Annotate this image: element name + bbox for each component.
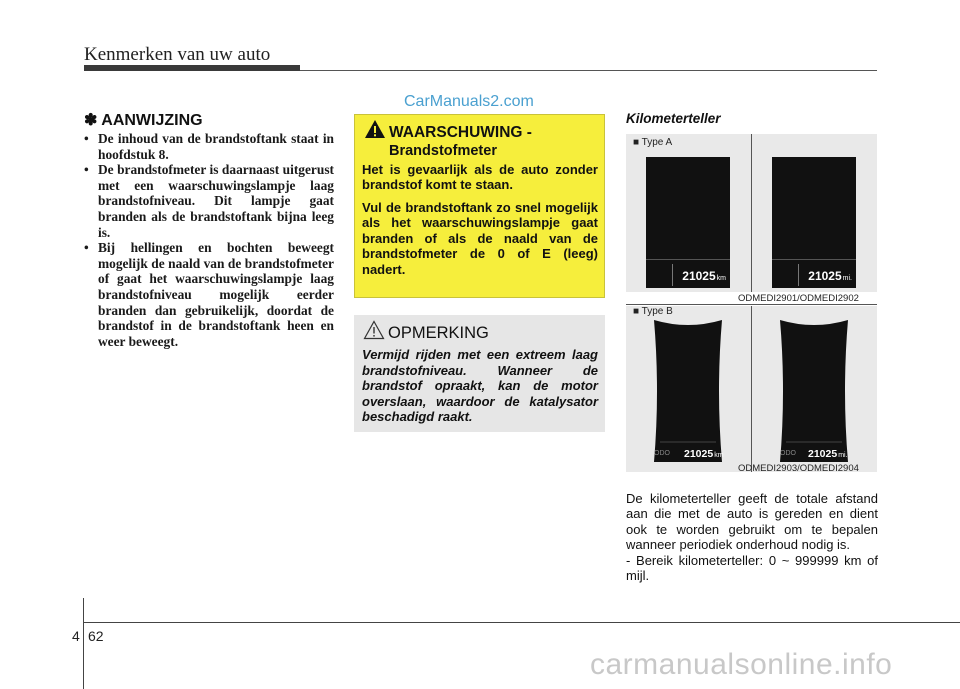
odometer-unit: km: [714, 452, 724, 459]
odometer-unit: km: [716, 275, 726, 282]
warning-title: WAARSCHUWING -: [389, 124, 532, 141]
warning-paragraph: Het is gevaarlijk als de auto zonder brandstof komt te staan.: [362, 162, 598, 193]
type-b-label: ■ Type B: [633, 306, 673, 317]
odometer-display-b-km: [646, 316, 730, 466]
header-bar: [84, 65, 300, 71]
caution-triangle-icon: [363, 320, 385, 340]
header-rule: [300, 70, 877, 71]
caution-text: Vermijd rijden met een extreem laag brandstofniveau. Wanneer de brandstof opraakt, kan de motor overslaan, waardoor de katalysator beschadigd raakt.: [362, 347, 598, 425]
warning-subtitle: Brandstofmeter: [389, 143, 497, 159]
warning-triangle-icon: [364, 119, 386, 139]
odometer-value: 21025: [684, 448, 714, 460]
footer-vertical-rule: [83, 598, 84, 689]
watermark-footer: carmanualsonline.info: [590, 648, 893, 681]
odometer-value: 21025: [808, 269, 842, 283]
warning-paragraph: Vul de brandstoftank zo snel mogelijk als het waarschuwingslampje gaat branden of als de naald van de brandstofmeter de 0 of E (leeg) nadert.: [362, 200, 598, 277]
chapter-number: 4: [72, 628, 80, 644]
odometer-display-b-value: [684, 448, 724, 460]
odometer-unit: mi.: [842, 275, 852, 282]
odometer-display-b-value: [808, 448, 848, 460]
odometer-value: 21025: [808, 448, 838, 460]
note-list: [84, 131, 334, 349]
panel-divider: [751, 306, 752, 472]
panel-divider: [751, 134, 752, 292]
page-number: 62: [88, 628, 104, 644]
footer-rule: [84, 622, 960, 623]
type-a-label: ■ Type A: [633, 137, 673, 148]
section-title: Kenmerken van uw auto: [84, 44, 271, 65]
watermark-link[interactable]: CarManuals2.com: [404, 93, 534, 110]
odometer-range: - Bereik kilometerteller: 0 ~ 999999 km of mijl.: [626, 553, 878, 584]
odometer-display-mi: [772, 157, 856, 288]
odometer-display-b-mi: [772, 316, 856, 466]
panel-separator: [626, 304, 877, 305]
odometer-description: De kilometerteller geeft de totale afstand aan die met de auto is gereden en dient ook te worden gebruikt om te bepalen wanneer periodiek onderhoud nodig is.: [626, 491, 878, 553]
odometer-value: 21025: [682, 269, 716, 283]
figure-code-a: ODMEDI2901/ODMEDI2902: [738, 293, 859, 304]
odo-label: ODO: [780, 450, 796, 457]
odo-label: ODO: [654, 450, 670, 457]
figure-code-b: ODMEDI2903/ODMEDI2904: [738, 463, 859, 474]
list-item: • De brandstofmeter is daarnaast uitgerust met een waarschuwingslampje laag brandstofniveau. Dit lampje gaat branden als de brandstoftank bijna leeg is.: [84, 162, 334, 240]
note-heading: ✽ AANWIJZING: [84, 112, 203, 129]
list-item: • De inhoud van de brandstoftank staat in hoofdstuk 8.: [84, 131, 334, 162]
list-item: • Bij hellingen en bochten beweegt mogelijk de naald van de brandstofmeter of gaat het waarschuwingslampje laag brandstofniveau mogelijk eerder branden dan gebruikelijk, doordat de brandstof in de brandstoftank heen en weer beweegt.: [84, 240, 334, 349]
odometer-heading: Kilometerteller: [626, 111, 721, 126]
caution-title: OPMERKING: [388, 324, 489, 342]
odometer-unit: mi.: [838, 452, 848, 459]
odometer-display-km: [646, 157, 730, 288]
